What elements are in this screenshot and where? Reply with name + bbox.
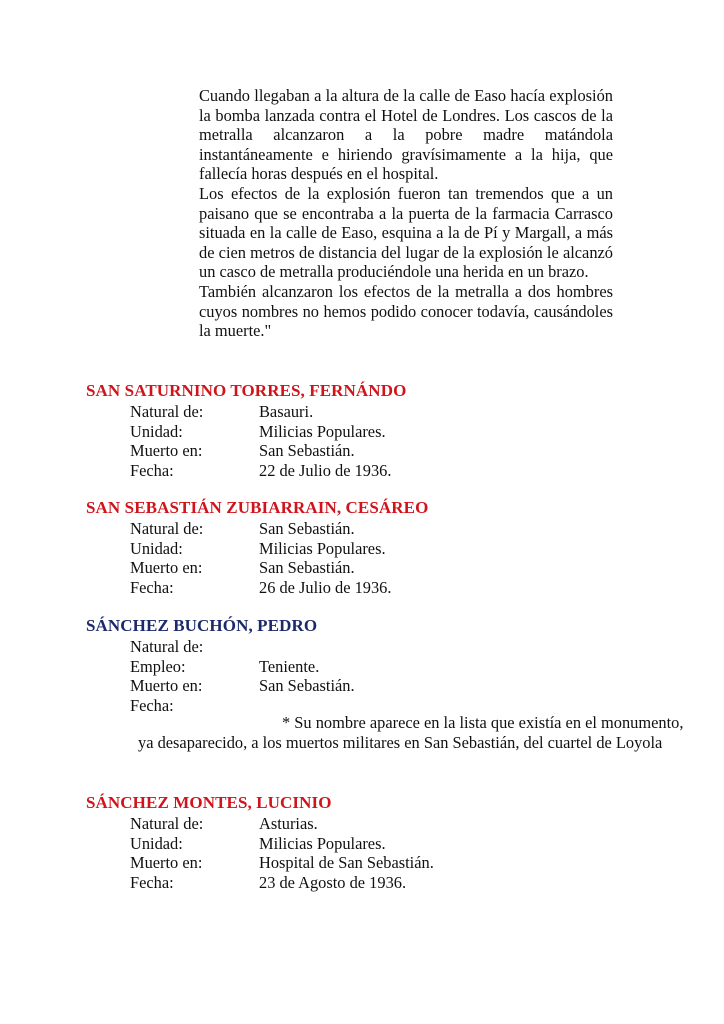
field-row bbox=[86, 578, 706, 598]
field-value: Teniente. bbox=[259, 656, 320, 676]
field-row bbox=[86, 834, 706, 854]
field-label: Muerto en: bbox=[130, 676, 203, 696]
footnote bbox=[138, 713, 704, 753]
field-value: Milicias Populares. bbox=[259, 833, 386, 853]
field-label: Unidad: bbox=[130, 833, 183, 853]
field-value: Milicias Populares. bbox=[259, 421, 386, 441]
field-row bbox=[86, 422, 706, 442]
field-value: San Sebastián. bbox=[259, 676, 355, 696]
quote-paragraph: También alcanzaron los efectos de la metralla a dos hombres cuyos nombres no hemos podido conocer todavía, causándoles la muerte." bbox=[199, 281, 613, 341]
field-row bbox=[86, 441, 706, 461]
victim-name: SAN SATURNINO TORRES, FERNÁNDO bbox=[86, 381, 407, 400]
quote-paragraph: Los efectos de la explosión fueron tan tremendos que a un paisano que se encontraba a la puerta de la farmacia Carrasco situada en la calle de Easo, esquina a la de Pí y Margall, a más de cien metros de distancia del lugar de la explosión le alcanzó un casco de metralla produciéndole una herida en un brazo. bbox=[199, 183, 613, 282]
field-value: 22 de Julio de 1936. bbox=[259, 460, 392, 480]
field-label: Natural de: bbox=[130, 519, 204, 538]
field-row bbox=[86, 873, 706, 893]
field-label: Muerto en: bbox=[130, 853, 203, 873]
quote-block bbox=[199, 86, 613, 341]
field-label: Natural de: bbox=[130, 814, 204, 833]
field-label: Muerto en: bbox=[130, 441, 203, 461]
field-row bbox=[86, 558, 706, 578]
field-row bbox=[86, 814, 706, 834]
field-row bbox=[86, 676, 706, 696]
footnote-line: * Su nombre aparece en la lista que existía en el monumento, bbox=[282, 713, 684, 732]
field-row bbox=[86, 402, 706, 422]
field-label: Fecha: bbox=[130, 695, 174, 715]
field-value bbox=[259, 637, 706, 657]
victim-name: SÁNCHEZ BUCHÓN, PEDRO bbox=[86, 616, 318, 635]
field-row bbox=[86, 519, 706, 539]
victim-entry bbox=[86, 792, 706, 892]
field-value: Milicias Populares. bbox=[259, 538, 386, 558]
victim-entry bbox=[86, 497, 706, 597]
field-label: Natural de: bbox=[130, 637, 204, 656]
field-value: San Sebastián. bbox=[259, 558, 355, 578]
victim-name: SÁNCHEZ MONTES, LUCINIO bbox=[86, 793, 332, 812]
field-row bbox=[86, 637, 706, 657]
footnote-line: ya desaparecido, a los muertos militares en San Sebastián, del cuartel de Loyola bbox=[138, 733, 663, 752]
field-row bbox=[86, 461, 706, 481]
field-row bbox=[86, 853, 706, 873]
field-label: Muerto en: bbox=[130, 558, 203, 578]
field-value: 23 de Agosto de 1936. bbox=[259, 872, 407, 892]
field-value: Hospital de San Sebastián. bbox=[259, 853, 434, 873]
field-label: Unidad: bbox=[130, 421, 183, 441]
victim-entry bbox=[86, 615, 706, 715]
field-value: 26 de Julio de 1936. bbox=[259, 577, 392, 597]
field-value: San Sebastián. bbox=[259, 519, 355, 538]
field-value: Basauri. bbox=[259, 402, 314, 421]
field-label: Fecha: bbox=[130, 460, 174, 480]
field-value: San Sebastián. bbox=[259, 441, 355, 461]
victim-name: SAN SEBASTIÁN ZUBIARRAIN, CESÁREO bbox=[86, 498, 429, 517]
field-row bbox=[86, 657, 706, 677]
field-label: Empleo: bbox=[130, 656, 186, 676]
field-value: Asturias. bbox=[259, 814, 318, 833]
field-label: Fecha: bbox=[130, 577, 174, 597]
quote-paragraph: Cuando llegaban a la altura de la calle de Easo hacía explosión la bomba lanzada contra el Hotel de Londres. Los cascos de la metralla alcanzaron a la pobre madre matándola instantáneamente e hiriendo gravísimamente a la hija, que fallecía horas después en el hospital. bbox=[199, 86, 613, 184]
field-label: Natural de: bbox=[130, 402, 204, 421]
field-label: Unidad: bbox=[130, 538, 183, 558]
field-label: Fecha: bbox=[130, 872, 174, 892]
victim-entry bbox=[86, 380, 706, 480]
field-row bbox=[86, 539, 706, 559]
